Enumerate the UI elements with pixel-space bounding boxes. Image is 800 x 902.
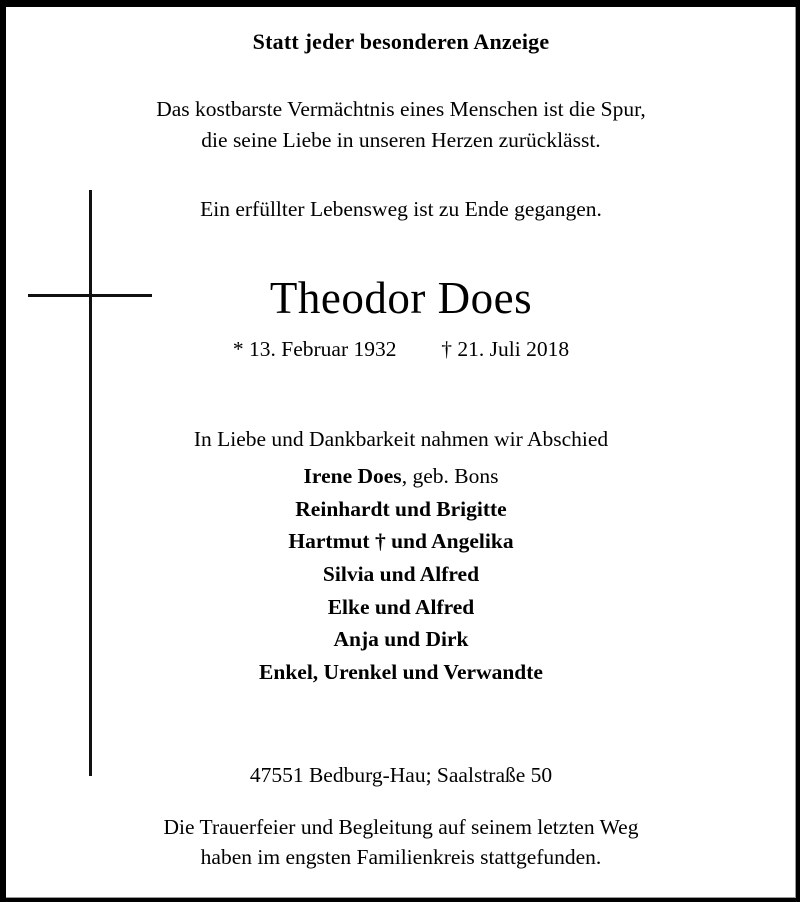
life-dates <box>6 337 796 362</box>
death-date: † 21. Juli 2018 <box>441 337 570 362</box>
closing-note <box>6 812 796 873</box>
mourners-list <box>6 460 796 689</box>
border-frame-bottom <box>0 898 800 902</box>
mourner-suffix: , geb. Bons <box>401 464 499 489</box>
list-item <box>6 558 796 591</box>
border-frame-top <box>0 0 800 7</box>
mourner-name: Hartmut † und Angelika <box>288 529 514 554</box>
list-item <box>6 623 796 656</box>
list-item <box>6 525 796 558</box>
list-item <box>6 460 796 493</box>
mourners-intro: In Liebe und Dankbarkeit nahmen wir Abschied <box>193 427 609 452</box>
mourner-name: Irene Does <box>303 464 402 489</box>
notice-content <box>6 7 796 873</box>
deceased-name: Theodor Does <box>269 273 533 324</box>
mourner-name: Silvia und Alfred <box>322 562 480 587</box>
mourner-name: Elke und Alfred <box>327 594 475 619</box>
verse-line: Das kostbarste Vermächtnis eines Menschen ist die Spur, <box>156 97 646 121</box>
memorial-verse <box>6 94 796 155</box>
notice-heading: Statt jeder besonderen Anzeige <box>252 29 550 54</box>
closing-line: Die Trauerfeier und Begleitung auf seinem letzten Weg <box>163 814 639 839</box>
mourner-name: Reinhardt und Brigitte <box>295 496 507 521</box>
list-item <box>6 656 796 689</box>
closing-line: haben im engsten Familienkreis stattgefunden. <box>200 845 602 870</box>
birth-date: * 13. Februar 1932 <box>232 337 397 362</box>
list-item <box>6 591 796 624</box>
mourner-name: Anja und Dirk <box>333 627 469 652</box>
list-item <box>6 493 796 526</box>
border-frame-right <box>796 0 800 902</box>
address-line: 47551 Bedburg-Hau; Saalstraße 50 <box>249 762 553 787</box>
lead-statement: Ein erfüllter Lebensweg ist zu Ende gegangen. <box>200 197 602 222</box>
mourner-name: Enkel, Urenkel und Verwandte <box>259 660 543 685</box>
verse-line: die seine Liebe in unseren Herzen zurücklässt. <box>201 127 601 152</box>
